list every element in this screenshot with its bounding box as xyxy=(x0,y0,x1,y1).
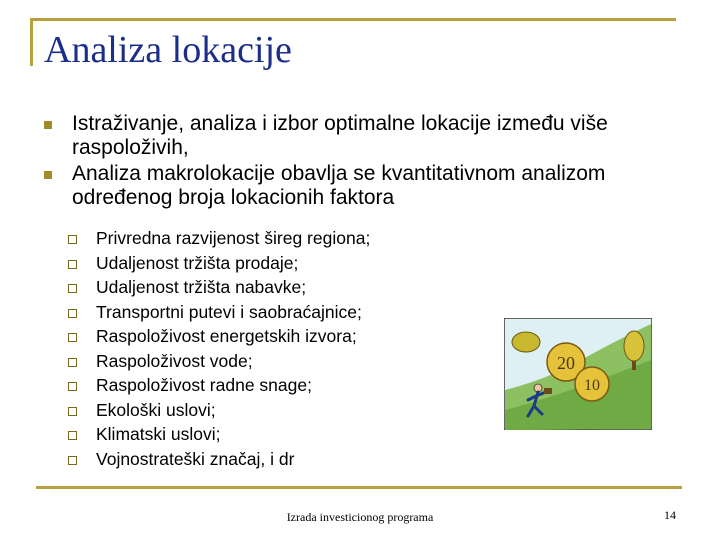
sub-bullet-text: Raspoloživost radne snage; xyxy=(96,375,312,395)
sub-bullet-text: Raspoloživost vode; xyxy=(96,350,253,371)
main-bullet-list xyxy=(44,112,664,212)
coin-label: 10 xyxy=(584,377,600,394)
sub-bullet-text: Vojnostrateški značaj, i dr xyxy=(96,448,295,469)
sub-bullet-text: Klimatski uslovi; xyxy=(96,424,221,444)
checkbox-bullet-icon xyxy=(68,358,77,367)
sub-bullet-item xyxy=(68,422,370,447)
frame-top-rule xyxy=(30,18,676,21)
sub-bullet-text: Transportni putevi i saobraćajnice; xyxy=(96,301,362,322)
sub-bullet-text: Privredna razvijenost šireg regiona; xyxy=(96,228,371,248)
frame-left-rule xyxy=(30,18,33,66)
sub-bullet-item xyxy=(68,275,370,300)
coin-icon xyxy=(575,367,609,401)
square-bullet-icon xyxy=(44,121,52,129)
sub-bullet-item xyxy=(68,300,370,325)
sub-bullet-text: Raspoloživost energetskih izvora; xyxy=(96,326,357,346)
sub-bullet-text: Udaljenost tržišta prodaje; xyxy=(96,252,299,273)
sub-bullet-item xyxy=(68,226,370,251)
coin-label: 20 xyxy=(557,353,575,373)
checkbox-bullet-icon xyxy=(68,456,77,465)
main-bullet-item xyxy=(44,112,664,160)
sub-bullet-item xyxy=(68,251,370,276)
sub-bullet-item xyxy=(68,373,370,398)
checkbox-bullet-icon xyxy=(68,235,77,244)
sub-bullet-text: Ekološki uslovi; xyxy=(96,399,216,420)
frame-bottom-rule xyxy=(36,486,682,489)
sub-bullet-item xyxy=(68,324,370,349)
sub-bullet-item xyxy=(68,349,370,374)
checkbox-bullet-icon xyxy=(68,407,77,416)
checkbox-bullet-icon xyxy=(68,284,77,293)
footer-text: Izrada investicionog programa xyxy=(286,510,434,524)
checkbox-bullet-icon xyxy=(68,382,77,391)
sub-bullet-item xyxy=(68,398,370,423)
main-bullet-text: Istraživanje, analiza i izbor optimalne lokacije između više raspoloživih, xyxy=(72,112,608,159)
page-number: 14 xyxy=(664,508,676,522)
checkbox-bullet-icon xyxy=(68,431,77,440)
bush-icon xyxy=(512,332,540,352)
main-bullet-text: Analiza makrolokacije obavlja se kvantitativnom analizom određenog broja lokacionih faktora xyxy=(72,162,606,209)
sub-bullet-item xyxy=(68,447,370,472)
square-bullet-icon xyxy=(44,171,52,179)
slide-title: Analiza lokacije xyxy=(44,29,292,71)
main-bullet-item xyxy=(44,162,664,210)
sub-bullet-text: Udaljenost tržišta nabavke; xyxy=(96,277,307,297)
sub-bullet-list xyxy=(68,226,370,471)
coins-hill-clipart xyxy=(504,318,652,430)
checkbox-bullet-icon xyxy=(68,260,77,269)
checkbox-bullet-icon xyxy=(68,309,77,318)
checkbox-bullet-icon xyxy=(68,333,77,342)
